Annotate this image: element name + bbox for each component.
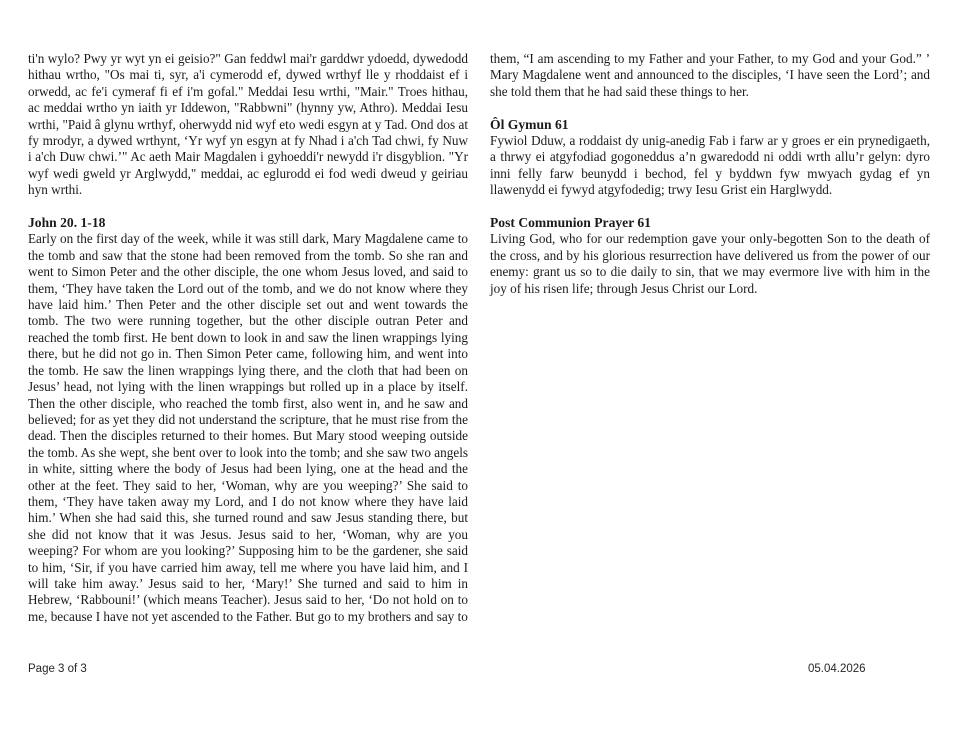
right-column	[490, 51, 930, 313]
welsh-prayer-heading: Ôl Gymun 61	[490, 116, 569, 132]
english-prayer-paragraph: Living God, who for our redemption gave your only-begotten Son to the death of the cross, and by his glorious resurrection have delivered us from the power of our enemy: grant us so to die daily to sin, that we may evermore live with him in the joy of his risen life; through Jesus Christ our Lord.	[490, 231, 930, 296]
footer-page-indicator: Page 3 of 3	[28, 663, 87, 675]
welsh-gospel-paragraph: ti'n wylo? Pwy yr wyt yn ei geisio?" Gan feddwl mai'r garddwr ydoedd, dywedodd hithau wrtho, "Os mai ti, syr, a'i cymerodd ef, dywed wrthyf lle y rhoddaist ef i orwedd, ac fe'i cymeraf fi ef i'm gofal." Meddai Iesu wrthi, "Mair." Troes hithau, ac meddai wrtho yn iaith yr Iddewon, "Rabbwni" (hynny yw, Athro). Meddai Iesu wrthi, "Paid â glynu wrthyf, oherwydd nid wyf eto wedi esgyn at y Tad. Ond dos at fy mrodyr, a dywed wrthynt, ‘Yr wyf yn esgyn at fy Nhad i a'ch Tad chwi, fy Nuw i a'ch Duw chwi.’" Ac aeth Mair Magdalen i gyhoeddi'r newydd i'r disgyblion. "Yr wyf wedi gweld yr Arglwydd," meddai, ac eglurodd ei fod wedi dweud y geiriau hyn wrthi.	[28, 51, 468, 198]
footer-date: 05.04.2026	[808, 663, 866, 675]
english-prayer-heading: Post Communion Prayer 61	[490, 215, 651, 231]
gospel-paragraph: Early on the first day of the week, while it was still dark, Mary Magdalene came to the tomb and saw that the stone had been removed from the tomb. So she ran and went to Simon Peter and the other disciple, the one whom Jesus loved, and said to them, ‘They have taken the Lord out of the tomb, and we do not know where they have laid him.’ Then Peter and the other disciple set out and went towards the tomb. The two were running together, but the other disciple outran Peter and reached the tomb first. He bent down to look in and saw the linen wrappings lying there, but he did not go in. Then Simon Peter came, following him, and went into the tomb. He saw the linen wrappings lying there, and the cloth that had been on Jesus’ head, not lying with the linen wrappings but rolled up in a place by itself. Then the other disciple, who reached the tomb first, also went in, and he saw and believed; for as yet they did not understand the scripture, that he must rise from the dead. Then the disciples returned to their homes. But Mary stood weeping outside the tomb. As she wept, she bent over to look into the tomb; and she saw two angels in white, sitting where the body of Jesus had been lying, one at the head and the other at the feet. They said to her, ‘Woman, why are you weeping?’ She said to them, ‘They have taken away my Lord, and I do not know where they have laid him.’ When she had said this, she turned round and saw Jesus standing there, but she did not know that it was Jesus. Jesus said to her, ‘Woman, why are you weeping? For whom are you looking?’ Supposing him to be the gardener, she said to him, ‘Sir, if you have carried him away, tell me where you have laid him, and I will take him away.’ Jesus said to her, ‘Mary!’ She turned and said to him in Hebrew, ‘Rabbouni!’ (which means Teacher). Jesus said to her, ‘Do not hold on to me, because I have not yet ascended to the Father. But go to my brothers and say to	[28, 231, 468, 624]
gospel-continuation-paragraph: them, “I am ascending to my Father and your Father, to my God and your God.” ’ Mary Magdalene went and announced to the disciples, ‘I have seen the Lord’; and she told them that he had said these things to her.	[490, 51, 930, 99]
welsh-prayer-paragraph: Fywiol Dduw, a roddaist dy unig-anedig Fab i farw ar y groes er ein prynedigaeth, a thrwy ei atgyfodiad gogoneddus a’n gwaredodd ni oddi wrth allu’r gelyn: dyro inni felly farw beunydd i bechod, fel y byddwn fyw mwyach gydag ef yn llawenydd ei fywyd atgyfodedig; trwy Iesu Grist ein Harglwydd.	[490, 133, 930, 198]
gospel-heading: John 20. 1-18	[28, 215, 106, 231]
left-column	[28, 51, 468, 642]
